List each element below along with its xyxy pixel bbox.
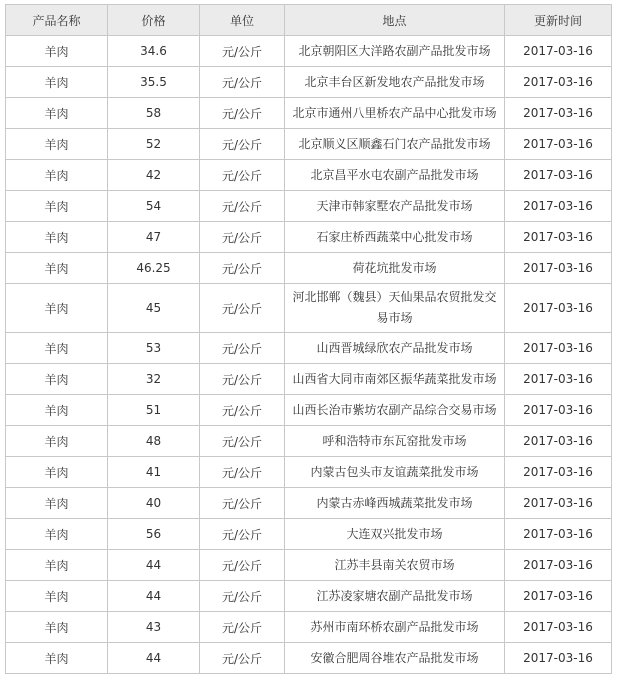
table-row bbox=[6, 612, 612, 643]
cell-price: 44 bbox=[108, 550, 200, 581]
cell-location: 北京顺义区顺鑫石门农产品批发市场 bbox=[285, 129, 505, 160]
header-price: 价格 bbox=[108, 5, 200, 36]
cell-location: 安徽合肥周谷堆农产品批发市场 bbox=[285, 643, 505, 674]
cell-product-name: 羊肉 bbox=[6, 519, 108, 550]
cell-unit: 元/公斤 bbox=[200, 519, 285, 550]
cell-location: 北京市通州八里桥农产品中心批发市场 bbox=[285, 98, 505, 129]
cell-product-name: 羊肉 bbox=[6, 457, 108, 488]
cell-location: 呼和浩特市东瓦窑批发市场 bbox=[285, 426, 505, 457]
cell-unit: 元/公斤 bbox=[200, 426, 285, 457]
cell-unit: 元/公斤 bbox=[200, 488, 285, 519]
cell-update-time: 2017-03-16 bbox=[505, 426, 612, 457]
table-row bbox=[6, 333, 612, 364]
cell-product-name: 羊肉 bbox=[6, 643, 108, 674]
cell-unit: 元/公斤 bbox=[200, 333, 285, 364]
cell-location: 江苏丰县南关农贸市场 bbox=[285, 550, 505, 581]
cell-price: 51 bbox=[108, 395, 200, 426]
table-row bbox=[6, 643, 612, 674]
cell-location: 内蒙古赤峰西城蔬菜批发市场 bbox=[285, 488, 505, 519]
cell-unit: 元/公斤 bbox=[200, 364, 285, 395]
cell-update-time: 2017-03-16 bbox=[505, 129, 612, 160]
cell-unit: 元/公斤 bbox=[200, 222, 285, 253]
cell-price: 35.5 bbox=[108, 67, 200, 98]
cell-price: 52 bbox=[108, 129, 200, 160]
table-row bbox=[6, 98, 612, 129]
cell-product-name: 羊肉 bbox=[6, 488, 108, 519]
cell-update-time: 2017-03-16 bbox=[505, 395, 612, 426]
cell-unit: 元/公斤 bbox=[200, 160, 285, 191]
cell-update-time: 2017-03-16 bbox=[505, 581, 612, 612]
cell-location: 山西长治市紫坊农副产品综合交易市场 bbox=[285, 395, 505, 426]
table-row bbox=[6, 550, 612, 581]
cell-location: 内蒙古包头市友谊蔬菜批发市场 bbox=[285, 457, 505, 488]
cell-location: 石家庄桥西蔬菜中心批发市场 bbox=[285, 222, 505, 253]
header-location: 地点 bbox=[285, 5, 505, 36]
table-row bbox=[6, 457, 612, 488]
cell-price: 40 bbox=[108, 488, 200, 519]
table-row bbox=[6, 519, 612, 550]
cell-product-name: 羊肉 bbox=[6, 284, 108, 333]
cell-location: 山西晋城绿欣农产品批发市场 bbox=[285, 333, 505, 364]
cell-update-time: 2017-03-16 bbox=[505, 612, 612, 643]
cell-product-name: 羊肉 bbox=[6, 581, 108, 612]
cell-unit: 元/公斤 bbox=[200, 284, 285, 333]
cell-price: 54 bbox=[108, 191, 200, 222]
cell-product-name: 羊肉 bbox=[6, 364, 108, 395]
table-row bbox=[6, 160, 612, 191]
cell-update-time: 2017-03-16 bbox=[505, 488, 612, 519]
cell-unit: 元/公斤 bbox=[200, 457, 285, 488]
cell-update-time: 2017-03-16 bbox=[505, 67, 612, 98]
cell-unit: 元/公斤 bbox=[200, 550, 285, 581]
header-unit: 单位 bbox=[200, 5, 285, 36]
cell-unit: 元/公斤 bbox=[200, 36, 285, 67]
cell-price: 44 bbox=[108, 643, 200, 674]
table-header-row bbox=[6, 5, 612, 36]
cell-update-time: 2017-03-16 bbox=[505, 98, 612, 129]
cell-update-time: 2017-03-16 bbox=[505, 253, 612, 284]
cell-price: 47 bbox=[108, 222, 200, 253]
cell-price: 46.25 bbox=[108, 253, 200, 284]
cell-product-name: 羊肉 bbox=[6, 160, 108, 191]
cell-update-time: 2017-03-16 bbox=[505, 284, 612, 333]
cell-price: 53 bbox=[108, 333, 200, 364]
cell-price: 43 bbox=[108, 612, 200, 643]
cell-update-time: 2017-03-16 bbox=[505, 457, 612, 488]
cell-unit: 元/公斤 bbox=[200, 395, 285, 426]
cell-price: 34.6 bbox=[108, 36, 200, 67]
cell-product-name: 羊肉 bbox=[6, 98, 108, 129]
cell-unit: 元/公斤 bbox=[200, 581, 285, 612]
cell-product-name: 羊肉 bbox=[6, 222, 108, 253]
header-product-name: 产品名称 bbox=[6, 5, 108, 36]
table-row bbox=[6, 426, 612, 457]
cell-price: 56 bbox=[108, 519, 200, 550]
cell-product-name: 羊肉 bbox=[6, 253, 108, 284]
cell-location: 苏州市南环桥农副产品批发市场 bbox=[285, 612, 505, 643]
cell-product-name: 羊肉 bbox=[6, 550, 108, 581]
cell-product-name: 羊肉 bbox=[6, 67, 108, 98]
cell-location: 北京朝阳区大洋路农副产品批发市场 bbox=[285, 36, 505, 67]
cell-product-name: 羊肉 bbox=[6, 333, 108, 364]
table-row bbox=[6, 253, 612, 284]
table-row bbox=[6, 67, 612, 98]
cell-update-time: 2017-03-16 bbox=[505, 36, 612, 67]
cell-price: 41 bbox=[108, 457, 200, 488]
cell-location: 天津市韩家墅农产品批发市场 bbox=[285, 191, 505, 222]
cell-unit: 元/公斤 bbox=[200, 191, 285, 222]
cell-unit: 元/公斤 bbox=[200, 612, 285, 643]
table-row bbox=[6, 284, 612, 333]
cell-unit: 元/公斤 bbox=[200, 643, 285, 674]
table-row bbox=[6, 36, 612, 67]
table-row bbox=[6, 129, 612, 160]
cell-location: 山西省大同市南郊区振华蔬菜批发市场 bbox=[285, 364, 505, 395]
cell-unit: 元/公斤 bbox=[200, 67, 285, 98]
cell-unit: 元/公斤 bbox=[200, 129, 285, 160]
cell-product-name: 羊肉 bbox=[6, 36, 108, 67]
cell-location: 大连双兴批发市场 bbox=[285, 519, 505, 550]
cell-update-time: 2017-03-16 bbox=[505, 519, 612, 550]
cell-unit: 元/公斤 bbox=[200, 98, 285, 129]
cell-product-name: 羊肉 bbox=[6, 395, 108, 426]
cell-product-name: 羊肉 bbox=[6, 191, 108, 222]
cell-price: 44 bbox=[108, 581, 200, 612]
cell-update-time: 2017-03-16 bbox=[505, 333, 612, 364]
cell-update-time: 2017-03-16 bbox=[505, 222, 612, 253]
table-row bbox=[6, 395, 612, 426]
table-row bbox=[6, 222, 612, 253]
cell-product-name: 羊肉 bbox=[6, 129, 108, 160]
header-update-time: 更新时间 bbox=[505, 5, 612, 36]
cell-unit: 元/公斤 bbox=[200, 253, 285, 284]
price-table bbox=[5, 4, 612, 674]
cell-update-time: 2017-03-16 bbox=[505, 550, 612, 581]
cell-price: 48 bbox=[108, 426, 200, 457]
cell-update-time: 2017-03-16 bbox=[505, 160, 612, 191]
cell-price: 45 bbox=[108, 284, 200, 333]
cell-location: 北京丰台区新发地农产品批发市场 bbox=[285, 67, 505, 98]
cell-price: 32 bbox=[108, 364, 200, 395]
cell-update-time: 2017-03-16 bbox=[505, 364, 612, 395]
cell-product-name: 羊肉 bbox=[6, 426, 108, 457]
cell-price: 58 bbox=[108, 98, 200, 129]
cell-product-name: 羊肉 bbox=[6, 612, 108, 643]
cell-update-time: 2017-03-16 bbox=[505, 643, 612, 674]
table-row bbox=[6, 364, 612, 395]
table-row bbox=[6, 488, 612, 519]
cell-location: 荷花坑批发市场 bbox=[285, 253, 505, 284]
table-row bbox=[6, 581, 612, 612]
cell-location: 河北邯郸（魏县）天仙果品农贸批发交易市场 bbox=[285, 284, 505, 333]
cell-location: 江苏凌家塘农副产品批发市场 bbox=[285, 581, 505, 612]
table-row bbox=[6, 191, 612, 222]
cell-location: 北京昌平水屯农副产品批发市场 bbox=[285, 160, 505, 191]
cell-price: 42 bbox=[108, 160, 200, 191]
cell-update-time: 2017-03-16 bbox=[505, 191, 612, 222]
